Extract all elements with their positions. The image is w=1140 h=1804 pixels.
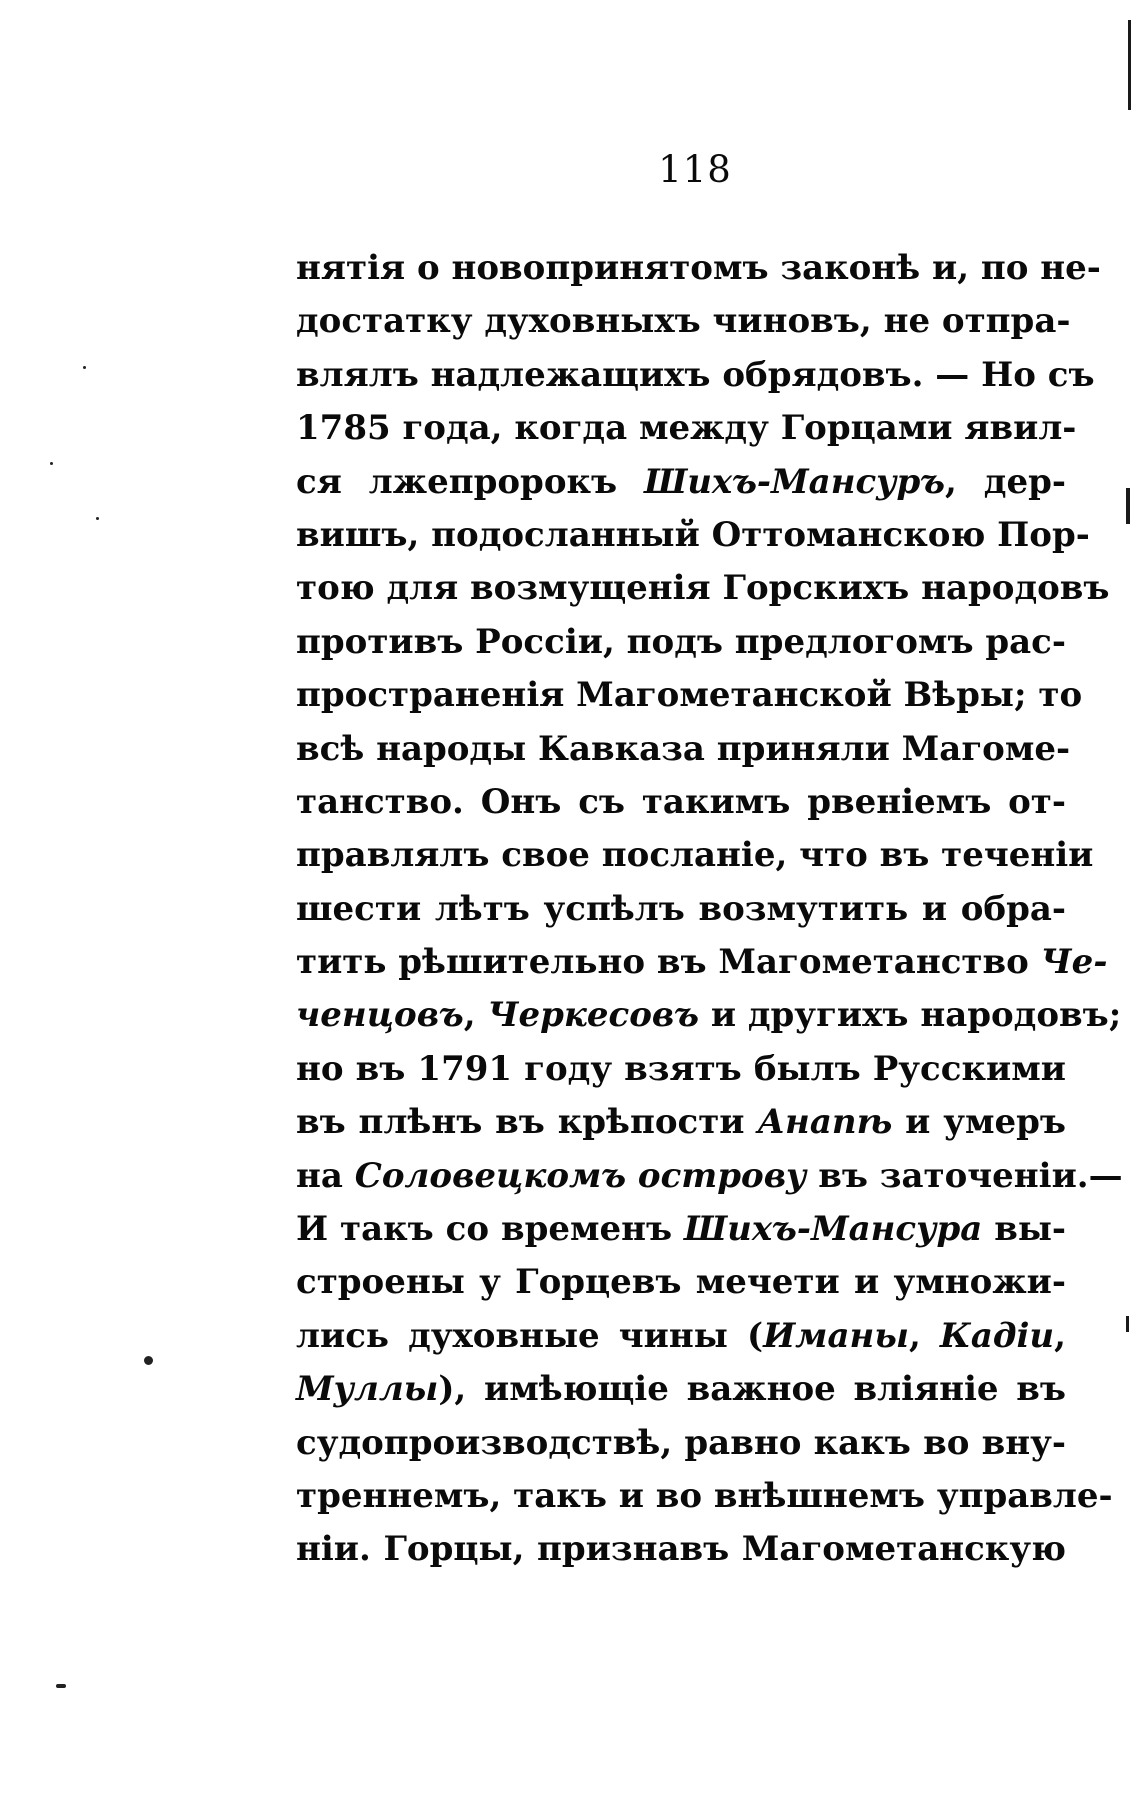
text-line xyxy=(296,1203,1066,1256)
text-line xyxy=(296,669,1083,722)
text-segment: треннемъ, такъ и во внѣшнемъ управле- xyxy=(296,1475,1113,1516)
text-segment: и другихъ народовъ; xyxy=(698,995,1122,1036)
text-segment: въ заточеніи.— xyxy=(806,1155,1123,1196)
text-segment: вы- xyxy=(982,1209,1067,1250)
text-line xyxy=(296,295,1071,348)
text-segment: ся лжепророкъ xyxy=(296,461,645,502)
italic-text-segment: Че- xyxy=(1040,942,1108,983)
italic-text-segment: Кадіи xyxy=(939,1315,1055,1356)
text-line xyxy=(296,883,1066,936)
italic-text-segment: Шихъ-Мансуръ xyxy=(644,461,946,502)
text-line xyxy=(296,509,1090,562)
text-segment: , дер- xyxy=(945,461,1066,502)
scan-speck xyxy=(96,517,99,520)
text-line xyxy=(296,936,1108,989)
italic-text-segment: Соловецкомъ острову xyxy=(354,1155,807,1196)
text-segment: пространенія Магометанской Вѣры; то xyxy=(296,675,1083,716)
text-segment: на xyxy=(296,1155,355,1196)
text-segment: строены у Горцевъ мечети и умножи- xyxy=(296,1262,1066,1303)
text-line xyxy=(296,776,1066,829)
text-segment: правлялъ свое посланіе, что въ теченіи xyxy=(296,835,1094,876)
text-line xyxy=(296,1150,1123,1203)
text-segment: всѣ народы Кавказа приняли Магоме- xyxy=(296,728,1071,769)
text-segment: ), имѣющіе важное вліяніе въ xyxy=(438,1369,1066,1410)
text-line xyxy=(296,242,1101,295)
text-segment: вишъ, подосланный Оттоманскою Пор- xyxy=(296,514,1090,555)
text-segment: , xyxy=(1054,1315,1066,1356)
text-line xyxy=(296,1096,1066,1149)
text-line xyxy=(296,1523,1066,1576)
text-line xyxy=(296,456,1066,509)
text-segment: но въ 1791 году взятъ былъ Русскими xyxy=(296,1048,1066,1089)
italic-text-segment: Иманы xyxy=(763,1315,909,1356)
text-line xyxy=(296,1417,1066,1470)
scan-speck xyxy=(144,1356,153,1365)
page-number: 118 xyxy=(658,148,732,191)
text-segment: нятія о новопринятомъ законѣ и, по не- xyxy=(296,248,1101,288)
text-line xyxy=(296,1363,1066,1416)
text-segment: И такъ со временъ xyxy=(296,1209,685,1250)
scan-edge-line xyxy=(1126,488,1130,524)
body-text xyxy=(296,242,1123,1577)
text-line xyxy=(296,616,1066,669)
text-line xyxy=(296,829,1094,882)
scan-edge-line xyxy=(1126,1316,1129,1332)
text-segment: тить рѣшительно въ Магометанство xyxy=(296,942,1041,983)
text-segment: судопроизводствѣ, равно какъ во вну- xyxy=(296,1422,1066,1463)
text-segment: тою для возмущенія Горскихъ народовъ xyxy=(296,568,1110,609)
text-segment: ніи. Горцы, признавъ Магометанскую xyxy=(296,1529,1066,1570)
italic-text-segment: Анапѣ xyxy=(757,1102,893,1143)
text-segment: въ плѣнъ въ крѣпости xyxy=(296,1102,758,1143)
text-line xyxy=(296,402,1077,455)
text-segment: , xyxy=(908,1315,940,1356)
text-segment: влялъ надлежащихъ обрядовъ. — Но съ xyxy=(296,354,1095,395)
text-line xyxy=(296,1470,1113,1523)
text-segment: лись духовные чины ( xyxy=(296,1315,764,1356)
text-segment: , xyxy=(463,995,488,1036)
italic-text-segment: Черкесовъ xyxy=(487,995,699,1036)
text-line xyxy=(296,1310,1066,1363)
text-segment: и умеръ xyxy=(892,1102,1066,1143)
text-segment: танство. Онъ съ такимъ рвеніемъ от- xyxy=(296,781,1066,822)
scan-speck xyxy=(83,366,86,369)
text-segment: достатку духовныхъ чиновъ, не отпра- xyxy=(296,301,1071,342)
text-segment: 1785 года, когда между Горцами явил- xyxy=(296,408,1077,449)
text-line xyxy=(296,349,1095,402)
text-line xyxy=(296,989,1122,1042)
text-segment: шести лѣтъ успѣлъ возмутить и обра- xyxy=(296,888,1066,929)
scan-speck xyxy=(56,1684,66,1688)
text-line xyxy=(296,1256,1066,1309)
scan-edge-line xyxy=(1128,20,1131,110)
text-line xyxy=(296,562,1110,615)
text-line xyxy=(296,723,1071,776)
text-line xyxy=(296,1043,1066,1096)
italic-text-segment: Муллы xyxy=(296,1369,439,1410)
scan-speck xyxy=(50,462,53,465)
italic-text-segment: Шихъ-Мансура xyxy=(684,1209,983,1250)
italic-text-segment: ченцовъ xyxy=(296,995,464,1036)
text-segment: противъ Россіи, подъ предлогомъ рас- xyxy=(296,621,1066,662)
